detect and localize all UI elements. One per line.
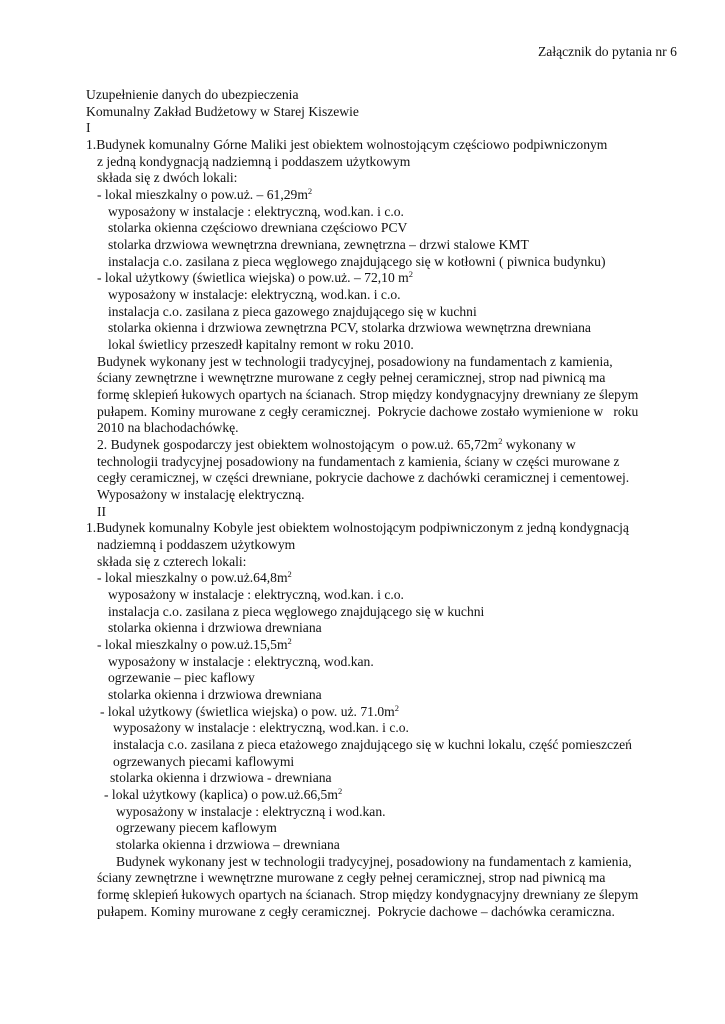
unit-title-text: - lokal użytkowy (świetlica wiejska) o pow. uż. 71.0m (100, 704, 395, 719)
text-line: formę sklepień łukowych opartych na ścianach. Strop między kondygnacyjny drewniany ze ślepym (97, 887, 639, 902)
unit-title-text: - lokal użytkowy (świetlica wiejska) o pow.uż. – 72,10 m (97, 270, 409, 285)
unit-title-text: - lokal mieszkalny o pow.uż.64,8m (97, 570, 288, 585)
text-line: 1.Budynek komunalny Kobyle jest obiektem wolnostojącym podpiwniczonym z jedną kondygnacją (86, 520, 629, 535)
text-line: stolarka okienna i drzwiowa – drewniana (116, 837, 340, 852)
text-line: 2010 na blachodachówkę. (97, 420, 239, 435)
text-line: stolarka drzwiowa wewnętrzna drewniana, zewnętrzna – drzwi stalowe KMT (108, 237, 529, 252)
text-line: z jedną kondygnacją nadziemną i poddaszem użytkowym (97, 154, 411, 169)
intro-line: Komunalny Zakład Budżetowy w Starej Kiszewie (86, 104, 359, 119)
section-number: II (97, 504, 107, 519)
text-line (97, 437, 576, 454)
text-line: technologii tradycyjnej posadowiony na fundamentach z kamienia, ściany w części murowane z (97, 454, 620, 469)
text-line: Budynek wykonany jest w technologii tradycyjnej, posadowiony na fundamentach z kamienia, (97, 354, 613, 369)
text-line: stolarka okienna i drzwiowa zewnętrzna PCV, stolarka drzwiowa wewnętrzna drewniana (108, 320, 591, 335)
text-line: stolarka okienna i drzwiowa drewniana (108, 620, 322, 635)
text-line: stolarka okienna częściowo drewniana częściowo PCV (108, 220, 408, 235)
text-line: pułapem. Kominy murowane z cegły ceramicznej. Pokrycie dachowe zostało wymienione w roku (97, 404, 639, 419)
superscript: 2 (408, 269, 413, 279)
text-line: Budynek wykonany jest w technologii tradycyjnej, posadowiony na fundamentach z kamienia, (116, 854, 632, 869)
text-line: ogrzewanych piecami kaflowymi (113, 754, 295, 769)
text-line: ogrzewany piecem kaflowym (116, 820, 277, 835)
text-line: cegły ceramicznej, w części drewniane, pokrycie dachowe z dachówki ceramicznej i cementowej. (97, 470, 630, 485)
text-line: wyposażony w instalacje : elektryczną i wod.kan. (116, 804, 386, 819)
text-line: instalacja c.o. zasilana z pieca gazowego znajdującego się w kuchni (108, 304, 477, 319)
intro-line: Uzupełnienie danych do ubezpieczenia (86, 87, 299, 102)
superscript: 2 (307, 186, 313, 196)
text-line: składa się z czterech lokali: (97, 554, 247, 569)
text-line: nadziemną i poddaszem użytkowym (97, 537, 296, 552)
text-line: stolarka okienna i drzwiowa drewniana (108, 687, 322, 702)
text-fragment: wykonany w (502, 437, 576, 452)
unit-title (97, 570, 292, 587)
superscript: 2 (287, 569, 292, 579)
text-line: wyposażony w instalacje : elektryczną, wod.kan. i c.o. (108, 587, 404, 602)
unit-title (97, 637, 292, 654)
text-fragment: 2. Budynek gospodarczy jest obiektem wolnostojącym o pow.uż. 65,72m (97, 437, 499, 452)
unit-title-text: - lokal mieszkalny o pow.uż. – 61,29m (97, 187, 308, 202)
text-line: składa się z dwóch lokali: (97, 170, 238, 185)
text-line: instalacja c.o. zasilana z pieca etażowego znajdującego się w kuchni lokalu, część pomieszczeń (113, 737, 632, 752)
attachment-label: Załącznik do pytania nr 6 (538, 44, 677, 59)
text-line: wyposażony w instalacje : elektryczną, wod.kan. i c.o. (113, 720, 409, 735)
text-line: Wyposażony w instalację elektryczną. (97, 487, 305, 502)
unit-title (97, 270, 413, 287)
text-line: formę sklepień łukowych opartych na ścianach. Strop między kondygnacyjny drewniany ze ślepym (97, 387, 639, 402)
superscript: 2 (498, 436, 503, 446)
text-line: 1.Budynek komunalny Górne Maliki jest obiektem wolnostojącym częściowo podpiwniczonym (86, 137, 608, 152)
superscript: 2 (337, 786, 343, 796)
text-line: ogrzewanie – piec kaflowy (108, 670, 255, 685)
unit-title (97, 187, 312, 204)
unit-title-text: - lokal mieszkalny o pow.uż.15,5m (97, 637, 288, 652)
superscript: 2 (287, 636, 292, 646)
text-line: wyposażony w instalacje : elektryczną, wod.kan. i c.o. (108, 204, 404, 219)
text-line: ściany zewnętrzne i wewnętrzne murowane z cegły pełnej ceramicznej, strop nad piwnicą ma (97, 870, 606, 885)
section-number: I (86, 120, 91, 135)
unit-title (104, 787, 342, 804)
unit-title (100, 704, 399, 721)
superscript: 2 (394, 703, 399, 713)
text-line: stolarka okienna i drzwiowa - drewniana (110, 770, 332, 785)
text-line: pułapem. Kominy murowane z cegły ceramicznej. Pokrycie dachowe – dachówka ceramiczna. (97, 904, 615, 919)
text-line: lokal świetlicy przeszedł kapitalny remont w roku 2010. (108, 337, 414, 352)
text-line: wyposażony w instalacje: elektryczną, wod.kan. i c.o. (108, 287, 401, 302)
text-line: instalacja c.o. zasilana z pieca węglowego znajdującego się w kuchni (108, 604, 485, 619)
text-line: instalacja c.o. zasilana z pieca węglowego znajdującego się w kotłowni ( piwnica budynku) (108, 254, 606, 269)
unit-title-text: - lokal użytkowy (kaplica) o pow.uż.66,5m (104, 787, 338, 802)
text-line: ściany zewnętrzne i wewnętrzne murowane z cegły pełnej ceramicznej, strop nad piwnicą ma (97, 370, 606, 385)
text-line: wyposażony w instalacje : elektryczną, wod.kan. (108, 654, 374, 669)
